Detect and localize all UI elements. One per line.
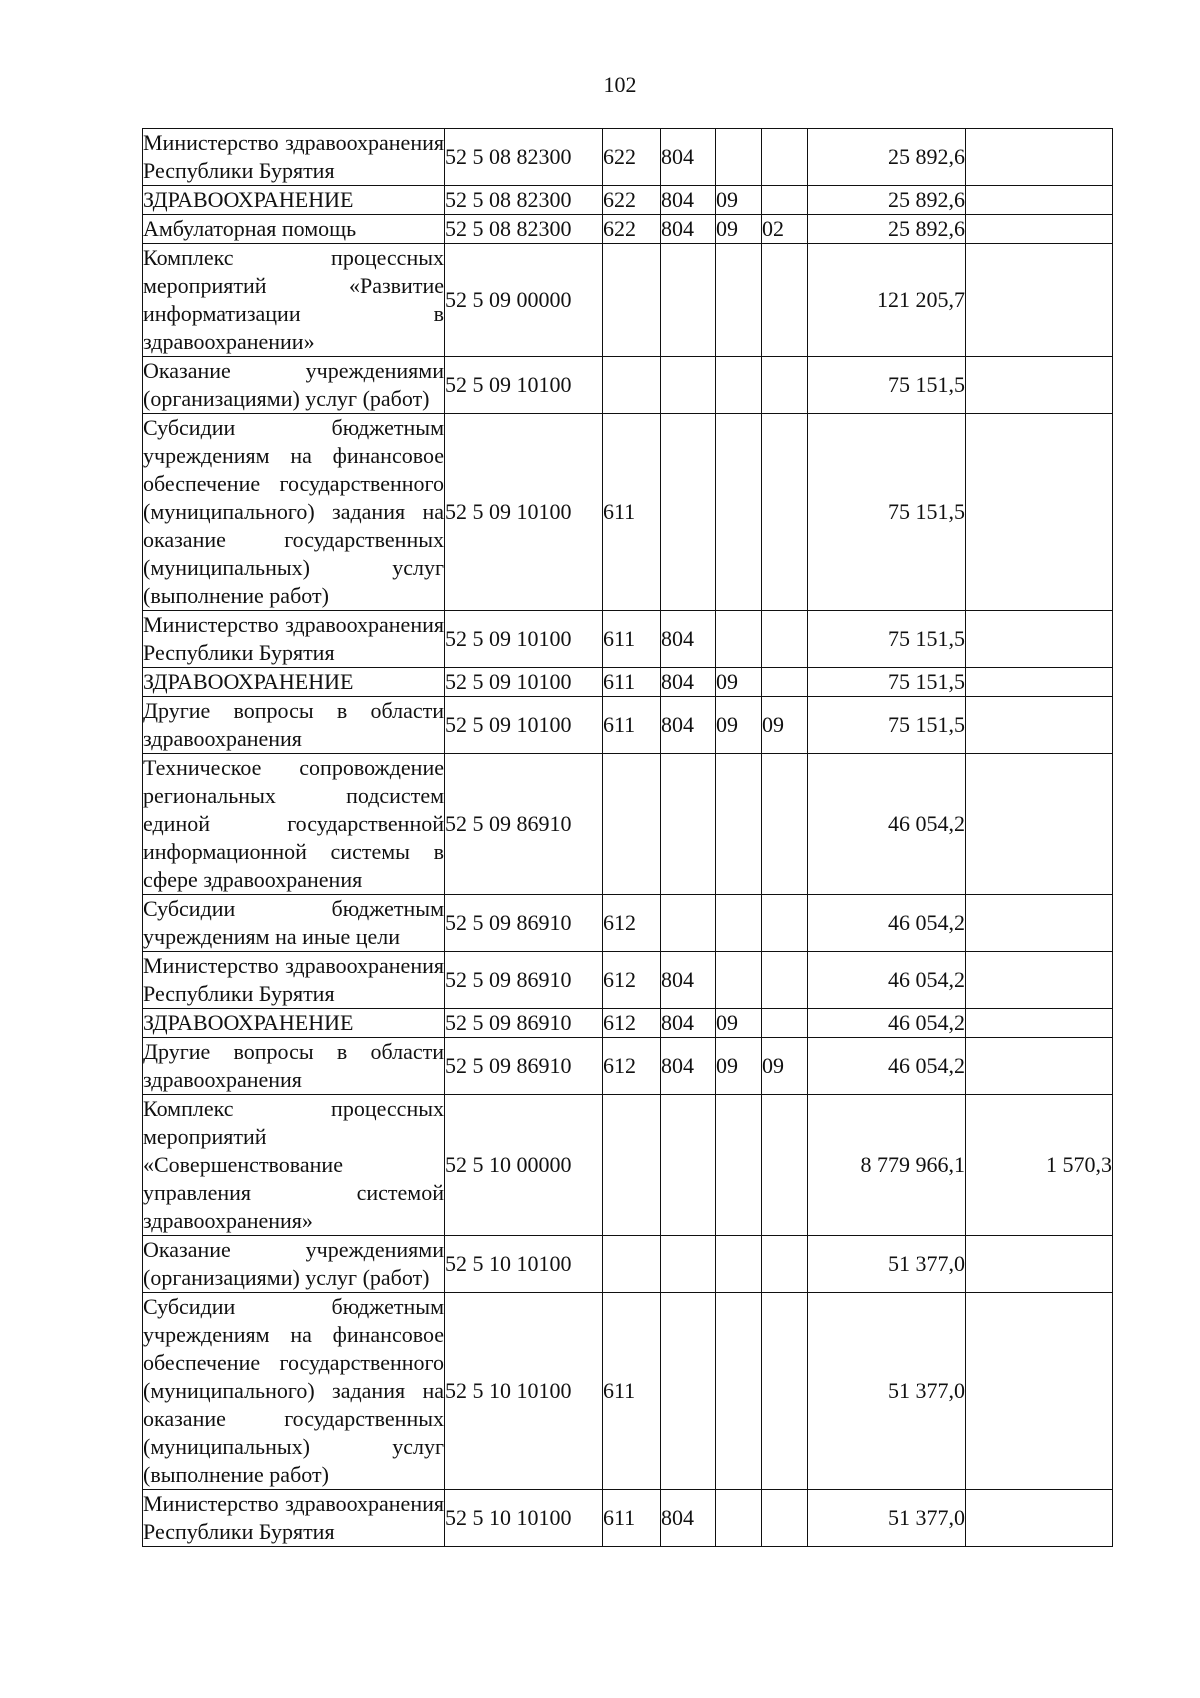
row-amount-cell: 46 054,2 [808, 952, 966, 1009]
row-code-cell: 52 5 09 10100 [445, 357, 603, 414]
row-subsection-cell [762, 357, 808, 414]
row-expense-type-cell: 622 [603, 129, 661, 186]
row-subsection-cell [762, 668, 808, 697]
row-name-cell: Министерство здравоохранения Республики Бурятия [143, 611, 445, 668]
row-section-cell [716, 754, 762, 895]
table-row [143, 215, 1113, 244]
row-code-cell: 52 5 10 10100 [445, 1293, 603, 1490]
table-row [143, 244, 1113, 357]
table-row [143, 895, 1113, 952]
row-amount-cell: 51 377,0 [808, 1293, 966, 1490]
row-extra-amount-cell [966, 1236, 1113, 1293]
row-extra-amount-cell [966, 1293, 1113, 1490]
row-section-cell [716, 952, 762, 1009]
row-extra-amount-cell [966, 215, 1113, 244]
row-expense-type-cell: 611 [603, 611, 661, 668]
row-code-cell: 52 5 10 00000 [445, 1095, 603, 1236]
row-expense-type-cell: 612 [603, 895, 661, 952]
row-ministry-code-cell: 804 [661, 215, 716, 244]
row-section-cell: 09 [716, 215, 762, 244]
row-extra-amount-cell [966, 129, 1113, 186]
row-code-cell: 52 5 08 82300 [445, 215, 603, 244]
table-row [143, 1293, 1113, 1490]
row-amount-cell: 75 151,5 [808, 357, 966, 414]
row-amount-cell: 46 054,2 [808, 895, 966, 952]
row-expense-type-cell: 611 [603, 668, 661, 697]
row-ministry-code-cell [661, 244, 716, 357]
row-code-cell: 52 5 09 86910 [445, 952, 603, 1009]
table-body [143, 129, 1113, 1547]
row-subsection-cell [762, 1095, 808, 1236]
row-code-cell: 52 5 09 10100 [445, 414, 603, 611]
row-ministry-code-cell: 804 [661, 668, 716, 697]
row-section-cell [716, 244, 762, 357]
table-row [143, 186, 1113, 215]
row-amount-cell: 46 054,2 [808, 1009, 966, 1038]
row-extra-amount-cell: 1 570,3 [966, 1095, 1113, 1236]
row-expense-type-cell [603, 1095, 661, 1236]
row-code-cell: 52 5 10 10100 [445, 1236, 603, 1293]
row-extra-amount-cell [966, 611, 1113, 668]
row-section-cell [716, 1490, 762, 1547]
row-ministry-code-cell: 804 [661, 697, 716, 754]
row-ministry-code-cell [661, 1095, 716, 1236]
row-name-cell: Субсидии бюджетным учреждениям на финансовое обеспечение государственного (муниципального) задания на оказание государственных (муниципальных) услуг (выполнение работ) [143, 1293, 445, 1490]
row-expense-type-cell: 612 [603, 1009, 661, 1038]
row-name-cell: Субсидии бюджетным учреждениям на иные цели [143, 895, 445, 952]
row-amount-cell: 46 054,2 [808, 754, 966, 895]
row-section-cell: 09 [716, 1038, 762, 1095]
row-code-cell: 52 5 09 86910 [445, 895, 603, 952]
row-ministry-code-cell [661, 414, 716, 611]
table-row [143, 1490, 1113, 1547]
row-subsection-cell [762, 186, 808, 215]
row-ministry-code-cell [661, 357, 716, 414]
table-row [143, 1009, 1113, 1038]
row-ministry-code-cell: 804 [661, 1490, 716, 1547]
table-row [143, 1236, 1113, 1293]
row-extra-amount-cell [966, 244, 1113, 357]
row-code-cell: 52 5 09 10100 [445, 611, 603, 668]
row-name-cell: Оказание учреждениями (организациями) услуг (работ) [143, 357, 445, 414]
row-expense-type-cell: 622 [603, 215, 661, 244]
row-expense-type-cell [603, 244, 661, 357]
row-ministry-code-cell: 804 [661, 952, 716, 1009]
row-ministry-code-cell: 804 [661, 186, 716, 215]
row-subsection-cell [762, 129, 808, 186]
row-name-cell: Другие вопросы в области здравоохранения [143, 1038, 445, 1095]
row-section-cell: 09 [716, 697, 762, 754]
row-ministry-code-cell [661, 895, 716, 952]
row-extra-amount-cell [966, 697, 1113, 754]
row-ministry-code-cell [661, 1293, 716, 1490]
row-extra-amount-cell [966, 668, 1113, 697]
row-extra-amount-cell [966, 754, 1113, 895]
row-code-cell: 52 5 10 10100 [445, 1490, 603, 1547]
row-name-cell: Амбулаторная помощь [143, 215, 445, 244]
row-ministry-code-cell [661, 754, 716, 895]
row-subsection-cell [762, 414, 808, 611]
row-amount-cell: 75 151,5 [808, 668, 966, 697]
table-row [143, 611, 1113, 668]
row-code-cell: 52 5 09 10100 [445, 668, 603, 697]
row-ministry-code-cell [661, 1236, 716, 1293]
row-expense-type-cell: 611 [603, 1490, 661, 1547]
row-amount-cell: 75 151,5 [808, 414, 966, 611]
row-section-cell [716, 1236, 762, 1293]
row-extra-amount-cell [966, 952, 1113, 1009]
row-subsection-cell: 09 [762, 697, 808, 754]
row-extra-amount-cell [966, 186, 1113, 215]
row-amount-cell: 25 892,6 [808, 129, 966, 186]
row-subsection-cell [762, 1293, 808, 1490]
table-row [143, 952, 1113, 1009]
row-expense-type-cell: 611 [603, 414, 661, 611]
row-name-cell: Техническое сопровождение региональных подсистем единой государственной информационной системы в сфере здравоохранения [143, 754, 445, 895]
budget-table [142, 128, 1113, 1547]
table-row [143, 414, 1113, 611]
row-section-cell [716, 129, 762, 186]
row-expense-type-cell: 612 [603, 952, 661, 1009]
row-name-cell: Другие вопросы в области здравоохранения [143, 697, 445, 754]
row-amount-cell: 75 151,5 [808, 611, 966, 668]
row-amount-cell: 25 892,6 [808, 215, 966, 244]
row-amount-cell: 51 377,0 [808, 1490, 966, 1547]
table-row [143, 754, 1113, 895]
row-code-cell: 52 5 09 86910 [445, 754, 603, 895]
row-code-cell: 52 5 09 86910 [445, 1038, 603, 1095]
row-name-cell: Оказание учреждениями (организациями) услуг (работ) [143, 1236, 445, 1293]
row-name-cell: Комплекс процессных мероприятий «Совершенствование управления системой здравоохранения» [143, 1095, 445, 1236]
row-code-cell: 52 5 09 00000 [445, 244, 603, 357]
row-name-cell: Министерство здравоохранения Республики Бурятия [143, 952, 445, 1009]
row-expense-type-cell [603, 357, 661, 414]
row-section-cell: 09 [716, 1009, 762, 1038]
row-code-cell: 52 5 09 86910 [445, 1009, 603, 1038]
row-extra-amount-cell [966, 1490, 1113, 1547]
row-expense-type-cell: 612 [603, 1038, 661, 1095]
row-name-cell: Комплекс процессных мероприятий «Развитие информатизации в здравоохранении» [143, 244, 445, 357]
row-subsection-cell [762, 754, 808, 895]
row-amount-cell: 25 892,6 [808, 186, 966, 215]
row-extra-amount-cell [966, 414, 1113, 611]
row-extra-amount-cell [966, 1038, 1113, 1095]
row-section-cell: 09 [716, 668, 762, 697]
row-name-cell: Министерство здравоохранения Республики Бурятия [143, 1490, 445, 1547]
row-subsection-cell [762, 952, 808, 1009]
table-row [143, 1095, 1113, 1236]
row-expense-type-cell [603, 1236, 661, 1293]
table-row [143, 357, 1113, 414]
row-amount-cell: 8 779 966,1 [808, 1095, 966, 1236]
row-section-cell [716, 1293, 762, 1490]
row-expense-type-cell: 611 [603, 1293, 661, 1490]
row-amount-cell: 121 205,7 [808, 244, 966, 357]
row-expense-type-cell: 611 [603, 697, 661, 754]
row-subsection-cell [762, 1009, 808, 1038]
row-ministry-code-cell: 804 [661, 129, 716, 186]
row-extra-amount-cell [966, 895, 1113, 952]
row-name-cell: ЗДРАВООХРАНЕНИЕ [143, 186, 445, 215]
row-subsection-cell [762, 895, 808, 952]
row-section-cell [716, 357, 762, 414]
row-code-cell: 52 5 08 82300 [445, 186, 603, 215]
row-subsection-cell: 02 [762, 215, 808, 244]
row-section-cell: 09 [716, 186, 762, 215]
row-extra-amount-cell [966, 1009, 1113, 1038]
row-code-cell: 52 5 08 82300 [445, 129, 603, 186]
row-extra-amount-cell [966, 357, 1113, 414]
table-row [143, 697, 1113, 754]
row-code-cell: 52 5 09 10100 [445, 697, 603, 754]
table-row [143, 1038, 1113, 1095]
row-subsection-cell: 09 [762, 1038, 808, 1095]
row-subsection-cell [762, 611, 808, 668]
row-ministry-code-cell: 804 [661, 1009, 716, 1038]
row-name-cell: ЗДРАВООХРАНЕНИЕ [143, 1009, 445, 1038]
row-subsection-cell [762, 244, 808, 357]
row-section-cell [716, 414, 762, 611]
table-row [143, 668, 1113, 697]
table-row [143, 129, 1113, 186]
row-subsection-cell [762, 1236, 808, 1293]
row-amount-cell: 75 151,5 [808, 697, 966, 754]
row-section-cell [716, 611, 762, 668]
row-name-cell: Субсидии бюджетным учреждениям на финансовое обеспечение государственного (муниципального) задания на оказание государственных (муниципальных) услуг (выполнение работ) [143, 414, 445, 611]
row-amount-cell: 51 377,0 [808, 1236, 966, 1293]
row-expense-type-cell [603, 754, 661, 895]
row-section-cell [716, 1095, 762, 1236]
row-name-cell: ЗДРАВООХРАНЕНИЕ [143, 668, 445, 697]
row-name-cell: Министерство здравоохранения Республики Бурятия [143, 129, 445, 186]
page-number: 102 [603, 72, 637, 97]
row-section-cell [716, 895, 762, 952]
row-amount-cell: 46 054,2 [808, 1038, 966, 1095]
row-subsection-cell [762, 1490, 808, 1547]
row-expense-type-cell: 622 [603, 186, 661, 215]
row-ministry-code-cell: 804 [661, 1038, 716, 1095]
row-ministry-code-cell: 804 [661, 611, 716, 668]
